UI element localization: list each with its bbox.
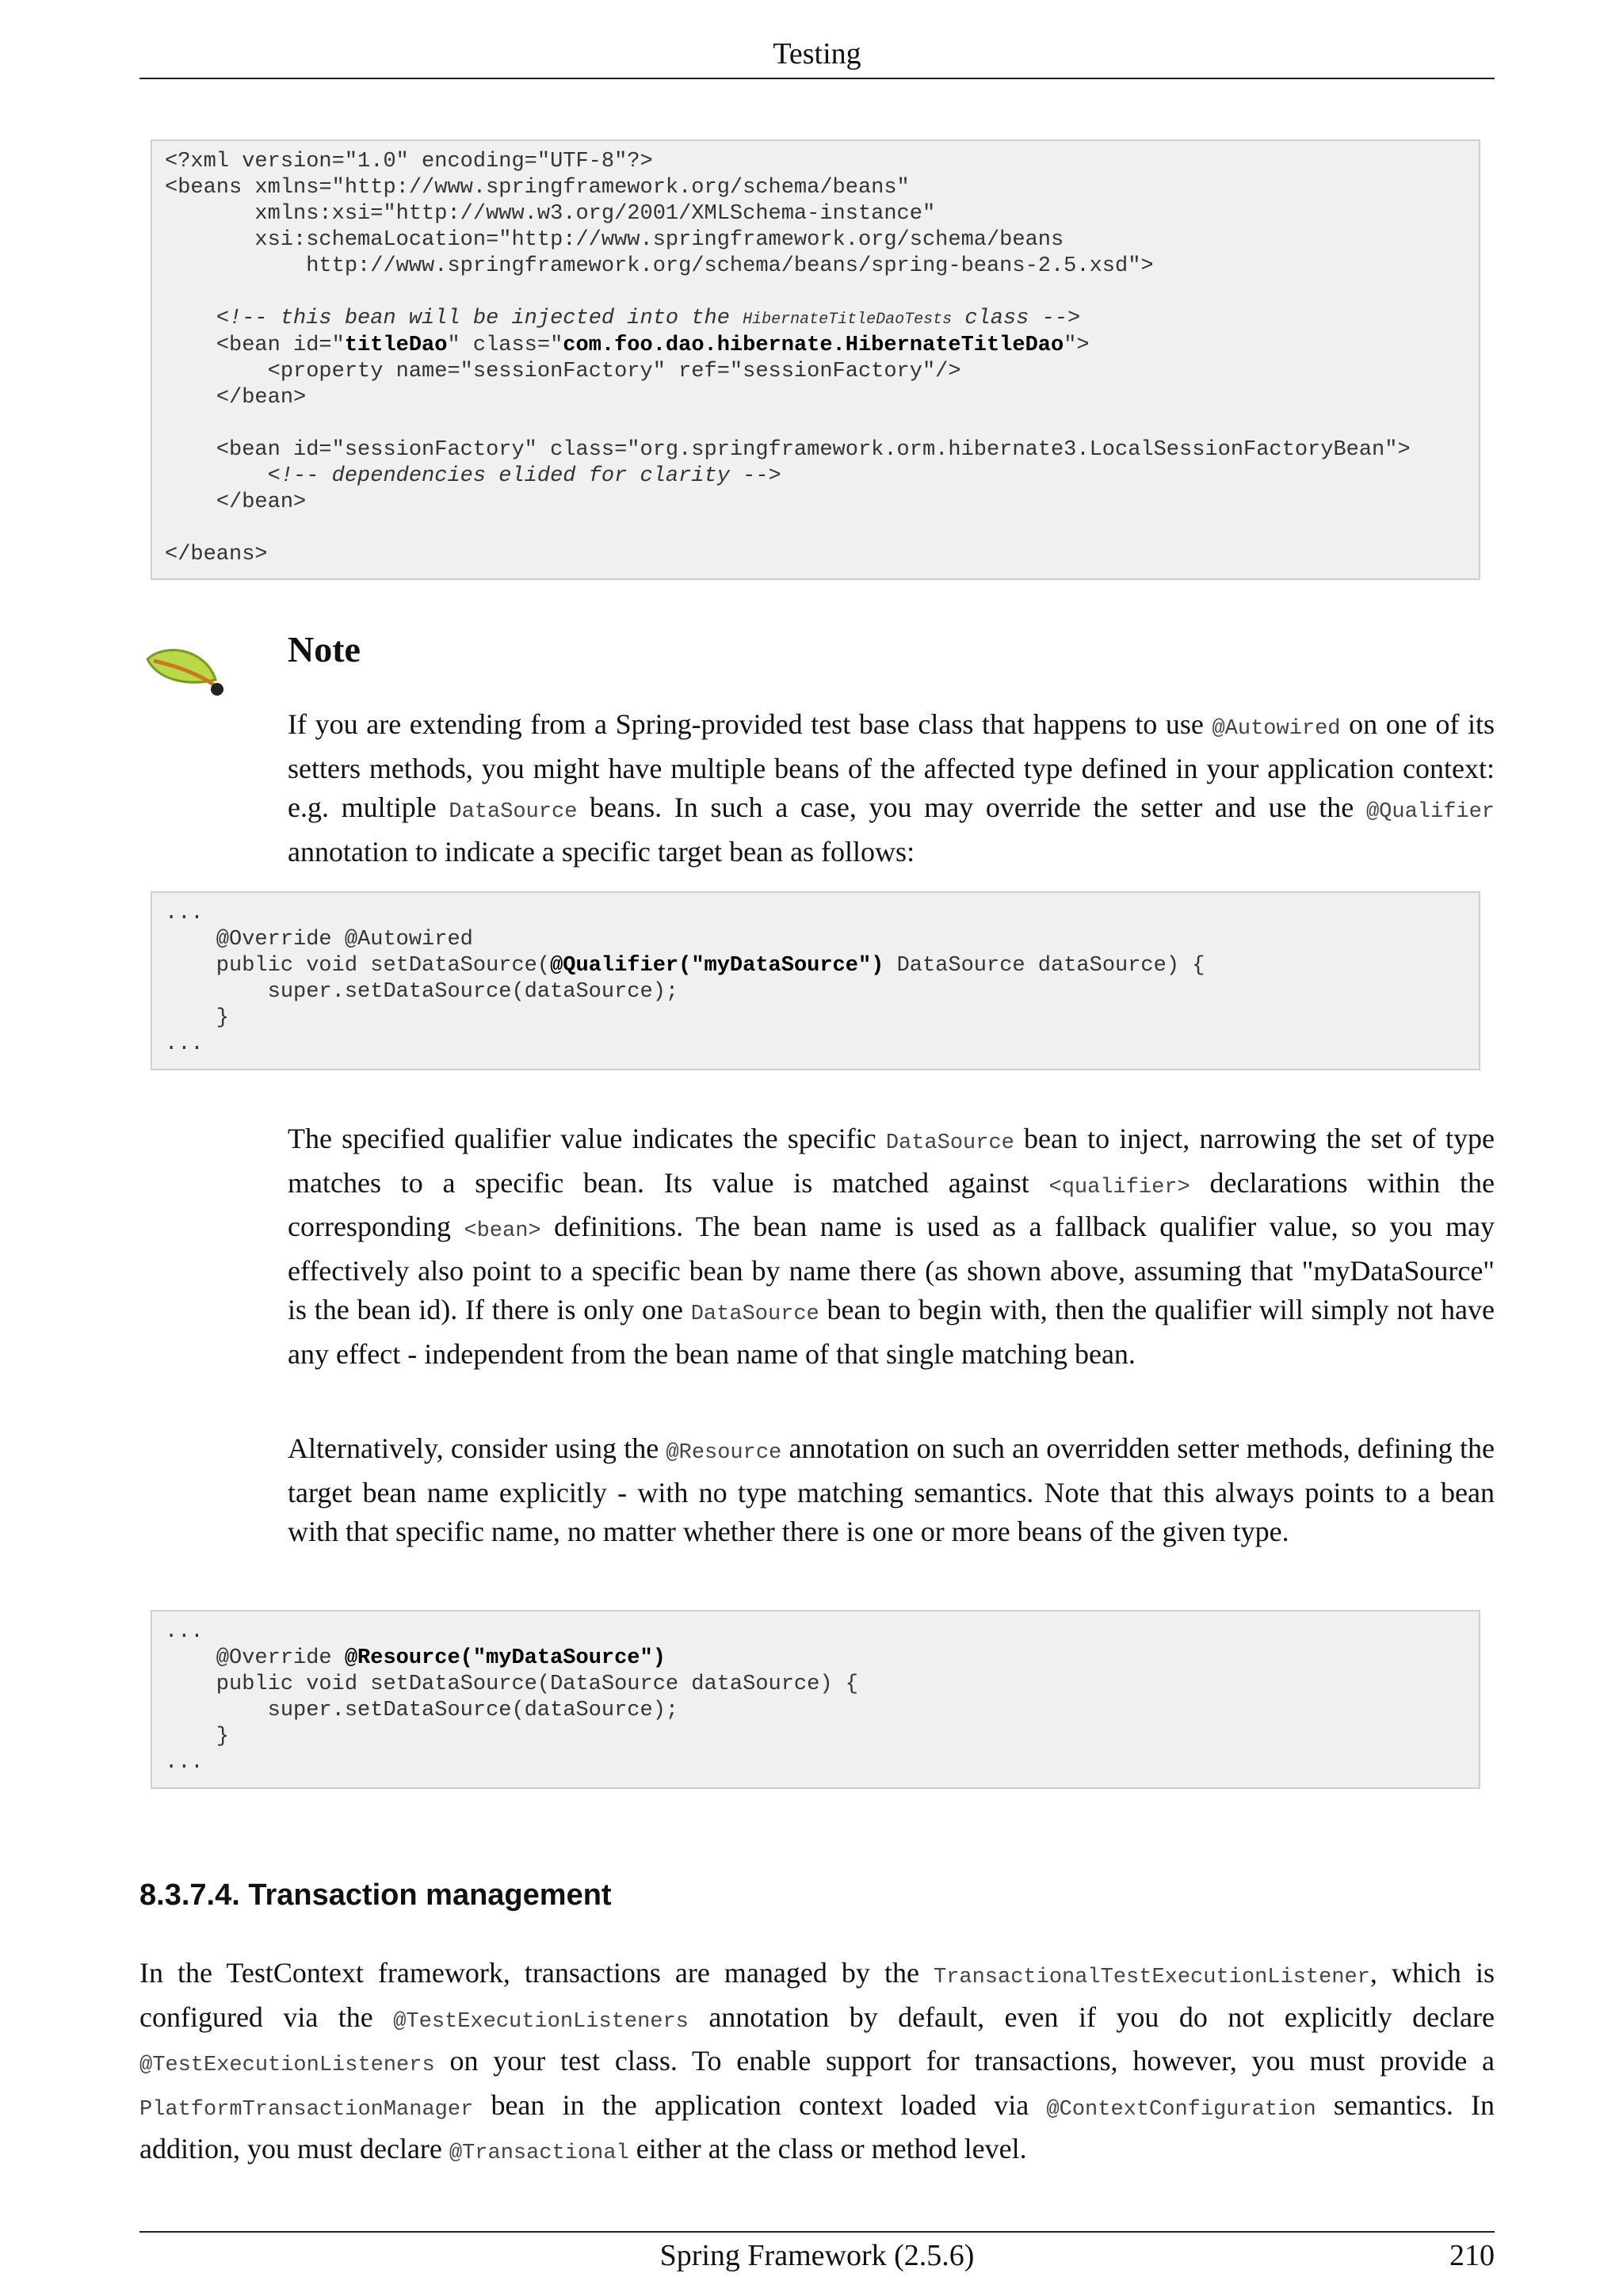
code-part: <bean id="	[216, 334, 345, 357]
page-number: 210	[1449, 2239, 1495, 2272]
code-block-resource: ... @Override @Resource("myDataSource") public void setDataSource(DataSource dataSource) { super.setDataSource(dataSource); } ...	[151, 1610, 1480, 1789]
code-highlight: @Resource("myDataSource")	[344, 1646, 666, 1670]
page-footer	[139, 2231, 1495, 2279]
code-comment: <!-- dependencies elided for clarity -->	[267, 464, 781, 488]
section-heading: 8.3.7.4. Transaction management	[139, 1878, 612, 1912]
leaf-note-icon	[143, 642, 230, 713]
note-paragraph-2: The specified qualifier value indicates the specific DataSource bean to inject, narrowing the set of type matches to a specific bean. Its value is matched against <qualifier> declarations within the corresponding <bean> definitions. The bean name is used as a fallback qualifier value, so you may effectively also point to a specific bean by name there (as shown above, assuming that "myDataSource" is the bean id). If there is only one DataSource bean to begin with, then the qualifier will simply not have any effect - independent from the bean name of that single matching bean.	[288, 1123, 1495, 1370]
code-line: </beans>	[165, 543, 268, 566]
code-line: xsi:schemaLocation="http://www.springframework.org/schema/beans	[165, 228, 1064, 252]
note-paragraph-1: If you are extending from a Spring-provided test base class that happens to use @Autowired on one of its setters methods, you might have multiple beans of the affected type defined in your application context: e.g. multiple DataSource beans. In such a case, you may override the setter and use the @Qualifier annotation to indicate a specific target bean as follows:	[288, 708, 1495, 868]
page-header	[139, 35, 1495, 79]
code-highlight: titleDao	[344, 334, 448, 357]
footer-title: Spring Framework (2.5.6)	[659, 2239, 975, 2272]
code-block-qualifier: ... @Override @Autowired public void setDataSource(@Qualifier("myDataSource") DataSource dataSource) { super.setDataSource(dataSource); } ...	[151, 891, 1480, 1070]
header-title: Testing	[773, 37, 861, 71]
code-highlight: com.foo.dao.hibernate.HibernateTitleDao	[563, 334, 1064, 357]
note-title: Note	[288, 629, 361, 669]
code-part: ">	[1064, 334, 1090, 357]
code-line: xmlns:xsi="http://www.w3.org/2001/XMLSchema-instance"	[165, 202, 936, 226]
code-line: <?xml version="1.0" encoding="UTF-8"?>	[165, 150, 653, 174]
code-line: <bean id="sessionFactory" class="org.springframework.orm.hibernate3.LocalSessionFactoryBean">	[216, 438, 1411, 462]
code-line: http://www.springframework.org/schema/beans/spring-beans-2.5.xsd">	[165, 254, 1154, 278]
code-line: <beans xmlns="http://www.springframework.org/schema/beans"	[165, 176, 910, 200]
code-line: </bean>	[216, 386, 307, 410]
code-part: " class="	[447, 334, 563, 357]
section-paragraph: In the TestContext framework, transactions are managed by the TransactionalTestExecutionListener, which is configured via the @TestExecutionListeners annotation by default, even if you do not explicitly declare @TestExecutionListeners on your test class. To enable support for transactions, however, you must provide a PlatformTransactionManager bean in the application context loaded via @ContextConfiguration semantics. In addition, you must declare @Transactional either at the class or method level.	[139, 1957, 1495, 2165]
code-line: </bean>	[216, 490, 307, 514]
note-paragraph-3: Alternatively, consider using the @Resource annotation on such an overridden setter methods, defining the target bean name explicitly - with no type matching semantics. Note that this always points to a bean with that specific name, no matter whether there is one or more beans of the given type.	[288, 1432, 1495, 1547]
code-comment: <!-- this bean will be injected into the HibernateTitleDaoTests class -->	[216, 307, 1081, 330]
code-block-xml	[151, 139, 1480, 580]
code-line: <property name="sessionFactory" ref="sessionFactory"/>	[267, 360, 961, 383]
code-highlight: @Qualifier("myDataSource")	[550, 954, 884, 978]
